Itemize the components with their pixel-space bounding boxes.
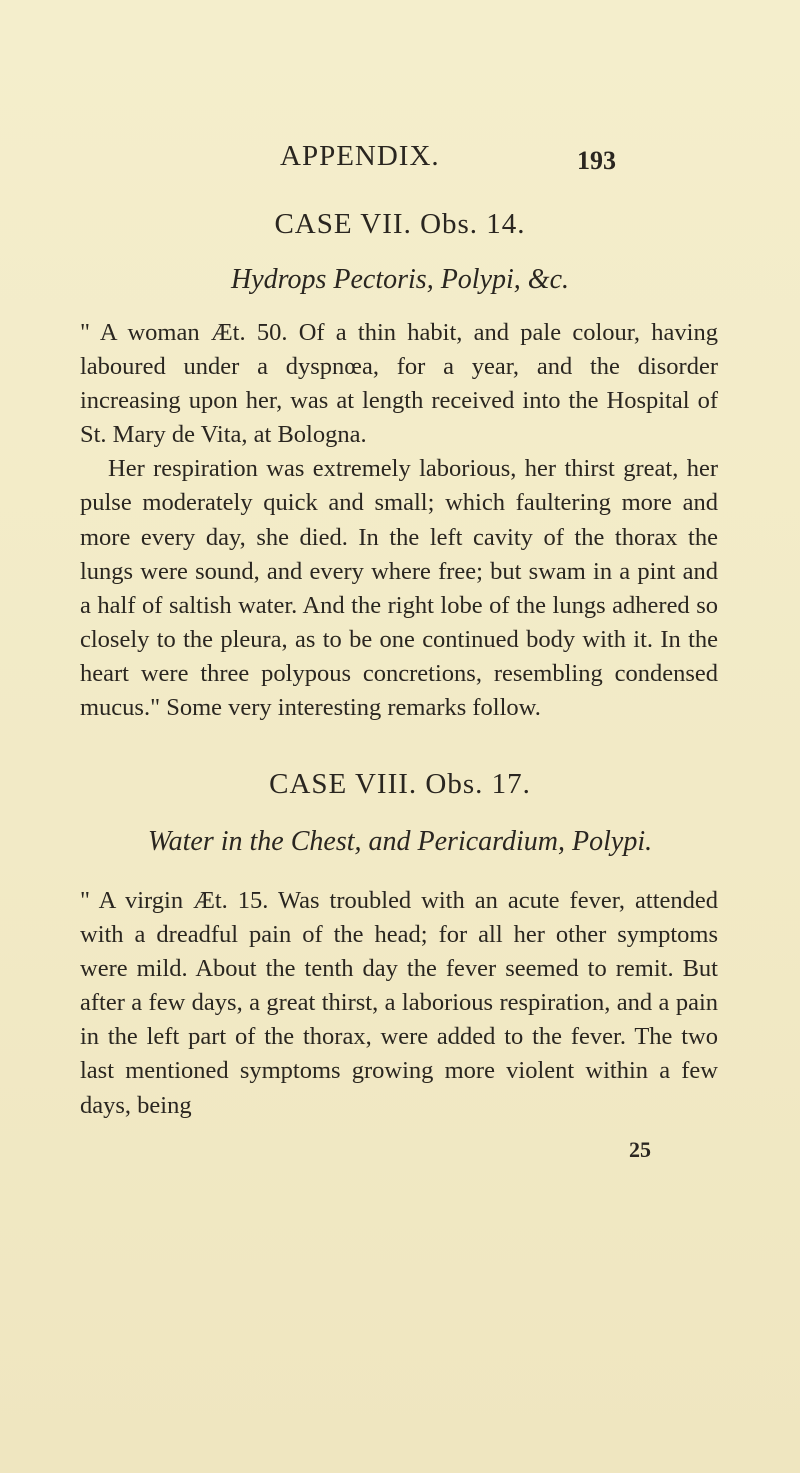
page-number: 193 (577, 146, 616, 175)
running-title: APPENDIX. (280, 140, 440, 172)
case-viii-heading: CASE VIII. Obs. 17. (269, 768, 531, 800)
case-viii-body (80, 884, 718, 1123)
case-vii-subtitle: Hydrops Pectoris, Polypi, &c. (230, 264, 569, 295)
catchword: 25 (629, 1137, 651, 1162)
case-viii-paragraph-1: " A virgin Æt. 15. Was troubled with an acute fever, attended with a dreadful pain of the head; for all her other symptoms were mild. About the tenth day the fever seemed to remit. But after a few days, a great thirst, a laborious respiration, and a pain in the left part of the thorax, were added to the fever. The two last mentioned symptoms growing more violent within a few days, being (80, 887, 718, 1119)
running-head (0, 140, 800, 180)
case-viii-subtitle: Water in the Chest, and Pericardium, Polypi. (147, 826, 653, 857)
case-vii-paragraph-1: " A woman Æt. 50. Of a thin habit, and pale colour, having laboured under a dyspnœa, for a year, and the disorder increasing upon her, was at length received into the Hospital of St. Mary de Vita, at Bologna. (80, 319, 718, 449)
case-vii-paragraph-2: Her respiration was extremely laborious, her thirst great, her pulse moderately quick and small; which faultering more and more every day, she died. In the left cavity of the thorax the lungs were sound, and every where free; but swam in a pint and a half of saltish water. And the right lobe of the lungs adhered so closely to the pleura, as to be one continued body with it. In the heart were three polypous concretions, resembling condensed mucus." Some very interesting remarks follow. (80, 455, 718, 722)
case-vii-heading: CASE VII. Obs. 14. (274, 208, 526, 240)
case-vii-body (80, 316, 718, 725)
